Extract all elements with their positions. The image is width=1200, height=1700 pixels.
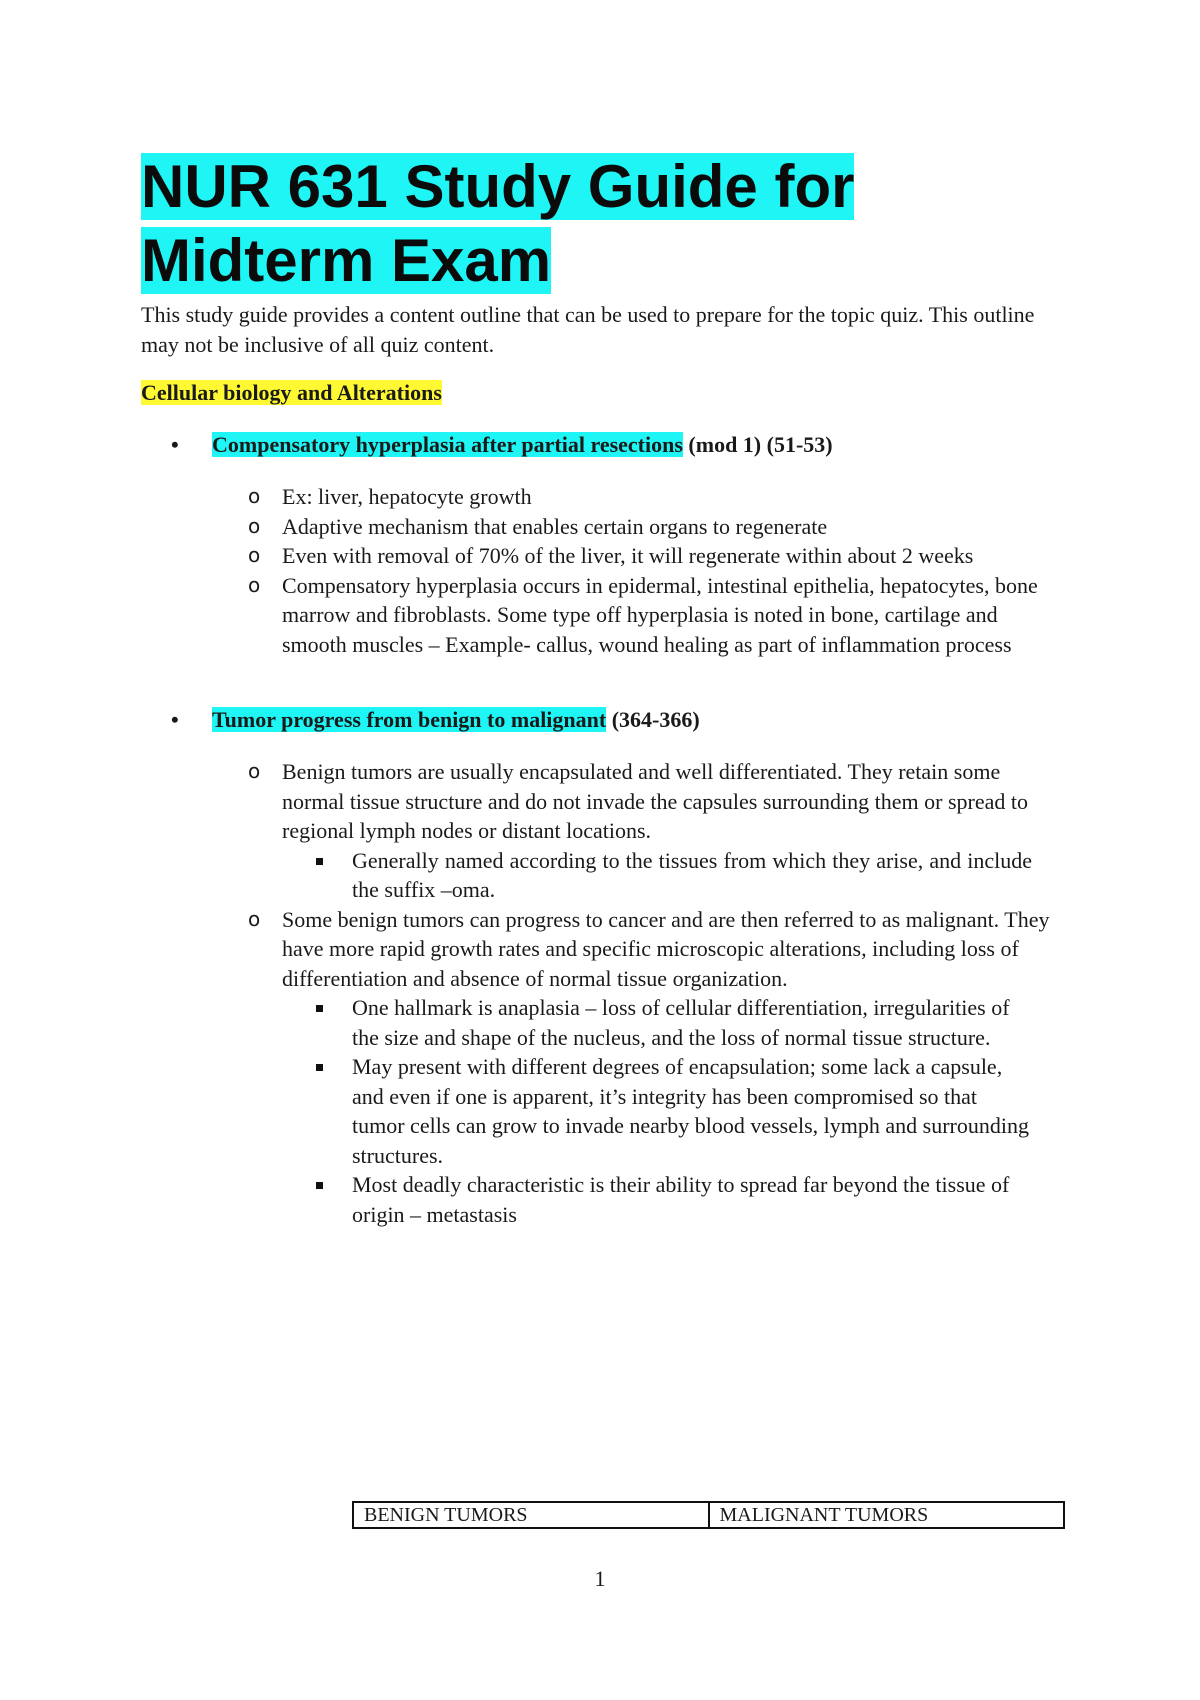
list-item [141,905,1062,1230]
list-item-text: Compensatory hyperplasia occurs in epidermal, intestinal epithelia, hepatocytes, bone marrow and fibroblasts. Some type off hyperplasia is noted in bone, cartilage and smooth muscles – Example- callus, wound healing as part of inflammation process [282,572,1038,657]
square-bullet-icon [316,1064,323,1071]
nested-list-item [282,993,1032,1052]
list-item-text: Adaptive mechanism that enables certain organs to regenerate [282,513,828,539]
nested-list [282,846,1062,905]
topic-label: Tumor progress from benign to malignant [212,707,607,732]
list-item [141,482,1062,512]
circle-bullet-icon: o [248,906,261,931]
list-item [141,571,1062,660]
section-heading [141,378,1071,408]
circle-bullet-icon: o [248,572,261,597]
topic-sub-list [141,482,1071,659]
square-bullet-icon [316,1182,323,1189]
nested-list-item [282,1170,1032,1229]
topic-reference: (364-366) [606,707,700,732]
circle-bullet-icon: o [248,759,261,783]
nested-list-item [282,846,1032,905]
topic-heading [141,430,1071,460]
topic-reference: (mod 1) (51-53) [682,432,833,457]
nested-list-item-text: Most deadly characteristic is their ability to spread far beyond the tissue of origin – metastasis [352,1172,1010,1227]
list-item-text: Ex: liver, hepatocyte growth [282,484,532,509]
nested-list-item [282,1052,1032,1170]
list-item [141,512,1062,542]
nested-list-item-text: Generally named according to the tissues from which they arise, and include the suffix –oma. [352,847,1032,902]
list-item-text: Even with removal of 70% of the liver, it will regenerate within about 2 weeks [282,543,974,568]
table-header-malignant: MALIGNANT TUMORS [708,1503,1064,1527]
topic-sub-list [141,757,1071,1229]
bullet-icon: • [171,707,179,732]
nested-list-item-text: One hallmark is anaplasia – loss of cellular differentiation, irregularities of the size and shape of the nucleus, and the loss of normal tissue structure. [352,995,1010,1050]
bullet-icon: • [171,432,179,457]
square-bullet-icon [316,1005,323,1012]
list-item-text: Some benign tumors can progress to cancer and are then referred to as malignant. They have more rapid growth rates and specific microscopic alterations, including loss of differentiation and absence of normal tissue organization. [282,906,1050,991]
document-page [141,150,1071,1229]
list-item [141,541,1062,571]
title-line-2: Midterm Exam [141,227,552,294]
comparison-table-header [352,1501,1065,1529]
circle-bullet-icon: o [248,484,261,508]
intro-paragraph: This study guide provides a content outline that can be used to prepare for the topic quiz. This outline may not be inclusive of all quiz content. [141,302,1035,357]
circle-bullet-icon: o [248,513,261,538]
topic-label: Compensatory hyperplasia after partial resections [212,432,683,457]
page-number: 1 [594,1566,606,1591]
nested-list-item-text: May present with different degrees of encapsulation; some lack a capsule, and even if one is apparent, it’s integrity has been compromised so that tumor cells can grow to invade nearby blood vessels, lymph and surrounding structures. [352,1054,1029,1168]
square-bullet-icon [316,858,323,865]
table-header-benign: BENIGN TUMORS [364,1504,528,1526]
title-line-1: NUR 631 Study Guide for [141,153,855,220]
circle-bullet-icon: o [248,543,261,567]
list-item-text: Benign tumors are usually encapsulated and well differentiated. They retain some normal tissue structure and do not invade the capsules surrounding them or spread to regional lymph nodes or distant locations. [282,759,1028,843]
document-title [141,150,1071,298]
list-item [141,757,1062,905]
nested-list [282,993,1062,1229]
section-heading-text: Cellular biology and Alterations [141,380,442,405]
topic-heading [141,705,1071,735]
